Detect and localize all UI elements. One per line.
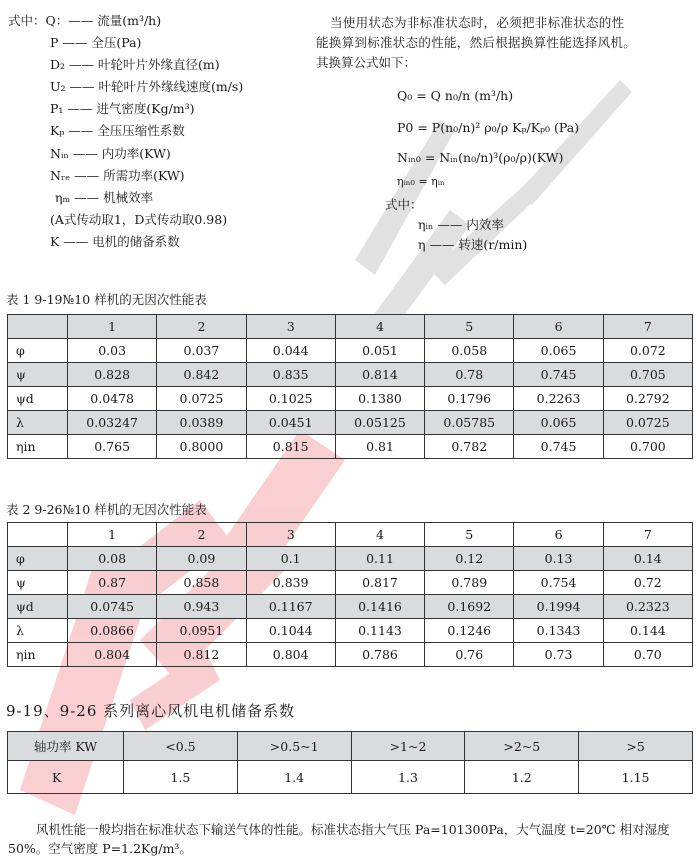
table-cell: 0.14 [603, 547, 692, 571]
row-label: λ [8, 411, 68, 435]
intro-line: 其换算公式如下： [316, 55, 417, 70]
table-cell: 0.842 [157, 363, 246, 387]
table-cell: 1.4 [237, 761, 351, 794]
table-cell: 0.11 [335, 547, 424, 571]
table-cell: 0.05785 [425, 411, 514, 435]
table-cell: 1.2 [465, 761, 579, 794]
table-cell: 0.8000 [157, 435, 246, 459]
intro-line: 能换算到标准状态的性能，然后根据换算性能选择风机。 [316, 35, 637, 50]
table2-title: 表 2 9-26№10 样机的无因次性能表 [6, 502, 207, 517]
table-cell: 0.037 [157, 339, 246, 363]
table-cell: 0.943 [157, 595, 246, 619]
legend-item: P₁ —— 进气密度(Kg/m³) [50, 101, 195, 116]
table-cell: 0.765 [68, 435, 157, 459]
table-cell: 0.0389 [157, 411, 246, 435]
table-cell: 0.2792 [603, 387, 692, 411]
formula-where-item: η —— 转速(r/min) [418, 237, 528, 252]
table-cell: 0.0478 [68, 387, 157, 411]
row-label: K [8, 761, 124, 794]
table-cell: 0.76 [425, 643, 514, 667]
table-cell: 0.1025 [246, 387, 335, 411]
table-cell: 0.815 [246, 435, 335, 459]
table-cell: 0.700 [603, 435, 692, 459]
table-header-row [8, 523, 693, 547]
table-header-cell [8, 523, 68, 547]
table-cell: 0.05125 [335, 411, 424, 435]
table-cell: 0.03 [68, 339, 157, 363]
table-header-cell: 5 [425, 523, 514, 547]
legend-item: Nᵣₑ —— 所需功率(KW) [50, 168, 185, 183]
table-cell: 0.0866 [68, 619, 157, 643]
table1-title: 表 1 9-19№10 样机的无因次性能表 [6, 292, 207, 307]
formula-where-item: ηᵢₙ —— 内效率 [418, 217, 504, 232]
table-header-cell: 轴功率 KW [8, 732, 124, 761]
table-cell: 0.0745 [68, 595, 157, 619]
table3-title: 9-19、9-26 系列离心风机电机储备系数 [6, 702, 296, 720]
table-cell: 0.058 [425, 339, 514, 363]
table-cell: 0.745 [514, 363, 603, 387]
table-cell: 0.1167 [246, 595, 335, 619]
table-row [8, 435, 693, 459]
table-cell: 0.87 [68, 571, 157, 595]
table-cell: 0.1692 [425, 595, 514, 619]
table-cell: 0.1 [246, 547, 335, 571]
table-row [8, 643, 693, 667]
footer-note: 风机性能一般均指在标准状态下输送气体的性能。标准状态指大气压 Pa=101300Pa，大气温度 t=20℃ 相对湿度 50%。空气密度 P=1.2Kg/m³。 [8, 822, 670, 856]
table-cell: 0.1796 [425, 387, 514, 411]
table-cell: 0.1994 [514, 595, 603, 619]
legend-item: (A式传动取1，D式传动取0.98) [50, 212, 228, 227]
table-cell: 0.828 [68, 363, 157, 387]
formula-pressure: P0 = P(n₀/n)² ρ₀/ρ Kₚ/Kₚ₀ (Pa) [397, 120, 580, 135]
table-cell: 1.3 [351, 761, 465, 794]
row-label: ηin [8, 435, 68, 459]
table-header-cell: 4 [335, 315, 424, 339]
row-label: ψd [8, 387, 68, 411]
row-label: ψd [8, 595, 68, 619]
table-cell: 0.0725 [157, 387, 246, 411]
table-cell: 0.0725 [603, 411, 692, 435]
table-header-cell: >0.5~1 [237, 732, 351, 761]
table1 [7, 314, 693, 459]
table-cell: 0.072 [603, 339, 692, 363]
table-header-cell: 7 [603, 523, 692, 547]
intro-line: 当使用状态为非标准状态时，必须把非标准状态的性 [330, 15, 625, 30]
legend-item: K —— 电机的储备系数 [50, 234, 180, 249]
formula-flow: Q₀ = Q n₀/n (m³/h) [397, 88, 514, 103]
legend-item: ηₘ —— 机械效率 [55, 190, 154, 205]
table-row [8, 547, 693, 571]
table2 [7, 522, 693, 667]
table-cell: 0.1380 [335, 387, 424, 411]
row-label: ψ [8, 363, 68, 387]
table-header-cell: 2 [157, 315, 246, 339]
legend-item: 式中：Q：—— 流量(m³/h) [8, 13, 162, 28]
table-header-row [8, 732, 693, 761]
table-cell: 0.789 [425, 571, 514, 595]
legend-item: P —— 全压(Pa) [50, 35, 142, 50]
table-row [8, 619, 693, 643]
table-header-cell: <0.5 [124, 732, 238, 761]
legend-item: Nᵢₙ —— 内功率(KW) [50, 146, 171, 161]
table-cell: 0.812 [157, 643, 246, 667]
table-cell: 0.065 [514, 339, 603, 363]
legend-item: U₂ —— 叶轮叶片外缘线速度(m/s) [50, 79, 244, 94]
table-cell: 0.78 [425, 363, 514, 387]
table-cell: 0.13 [514, 547, 603, 571]
table-cell: 0.70 [603, 643, 692, 667]
table-cell: 0.835 [246, 363, 335, 387]
table-row [8, 363, 693, 387]
row-label: ψ [8, 571, 68, 595]
table-cell: 0.754 [514, 571, 603, 595]
table-header-cell: 4 [335, 523, 424, 547]
table3 [7, 731, 693, 794]
table-cell: 0.051 [335, 339, 424, 363]
table-cell: 0.73 [514, 643, 603, 667]
table-cell: 0.1416 [335, 595, 424, 619]
table-row [8, 571, 693, 595]
table-header-cell [8, 315, 68, 339]
table-header-cell: >1~2 [351, 732, 465, 761]
table-header-row [8, 315, 693, 339]
legend-item: D₂ —— 叶轮叶片外缘直径(m) [50, 57, 220, 72]
table-cell: 0.705 [603, 363, 692, 387]
table-header-cell: 2 [157, 523, 246, 547]
table-cell: 0.2323 [603, 595, 692, 619]
table-cell: 0.0451 [246, 411, 335, 435]
table-header-cell: 6 [514, 523, 603, 547]
table-header-cell: 1 [68, 315, 157, 339]
table-cell: 0.782 [425, 435, 514, 459]
table-cell: 0.1044 [246, 619, 335, 643]
table-header-cell: >5 [579, 732, 693, 761]
table-cell: 0.03247 [68, 411, 157, 435]
table-header-cell: 5 [425, 315, 514, 339]
table-cell: 0.065 [514, 411, 603, 435]
table-cell: 0.804 [68, 643, 157, 667]
table-header-cell: >2~5 [465, 732, 579, 761]
formula-where: 式中： [385, 197, 423, 212]
table-row [8, 411, 693, 435]
table-cell: 0.1246 [425, 619, 514, 643]
table-header-cell: 7 [603, 315, 692, 339]
table-cell: 0.817 [335, 571, 424, 595]
table-header-cell: 3 [246, 523, 335, 547]
table-cell: 0.08 [68, 547, 157, 571]
table-cell: 0.804 [246, 643, 335, 667]
table-cell: 0.2263 [514, 387, 603, 411]
table-cell: 0.144 [603, 619, 692, 643]
table-cell: 0.0951 [157, 619, 246, 643]
table-cell: 0.72 [603, 571, 692, 595]
table-cell: 0.044 [246, 339, 335, 363]
table-cell: 0.839 [246, 571, 335, 595]
table-cell: 0.81 [335, 435, 424, 459]
formula-efficiency: ηᵢₙ₀ = ηᵢₙ [397, 175, 445, 188]
legend-item: Kₚ —— 全压压缩性系数 [50, 123, 185, 138]
table-cell: 0.09 [157, 547, 246, 571]
table-cell: 0.786 [335, 643, 424, 667]
table-cell: 0.1143 [335, 619, 424, 643]
row-label: φ [8, 547, 68, 571]
table-header-cell: 3 [246, 315, 335, 339]
table-cell: 0.858 [157, 571, 246, 595]
table-cell: 0.814 [335, 363, 424, 387]
table-row [8, 387, 693, 411]
row-label: ηin [8, 643, 68, 667]
table-cell: 1.5 [124, 761, 238, 794]
row-label: λ [8, 619, 68, 643]
table-cell: 0.745 [514, 435, 603, 459]
row-label: φ [8, 339, 68, 363]
table-row [8, 761, 693, 794]
table-row [8, 595, 693, 619]
table-cell: 1.15 [579, 761, 693, 794]
table-cell: 0.12 [425, 547, 514, 571]
table-cell: 0.1343 [514, 619, 603, 643]
table-header-cell: 6 [514, 315, 603, 339]
formula-power: Nᵢₙ₀ = Nᵢₙ(n₀/n)³(ρ₀/ρ)(KW) [397, 150, 564, 165]
table-header-cell: 1 [68, 523, 157, 547]
table-row [8, 339, 693, 363]
